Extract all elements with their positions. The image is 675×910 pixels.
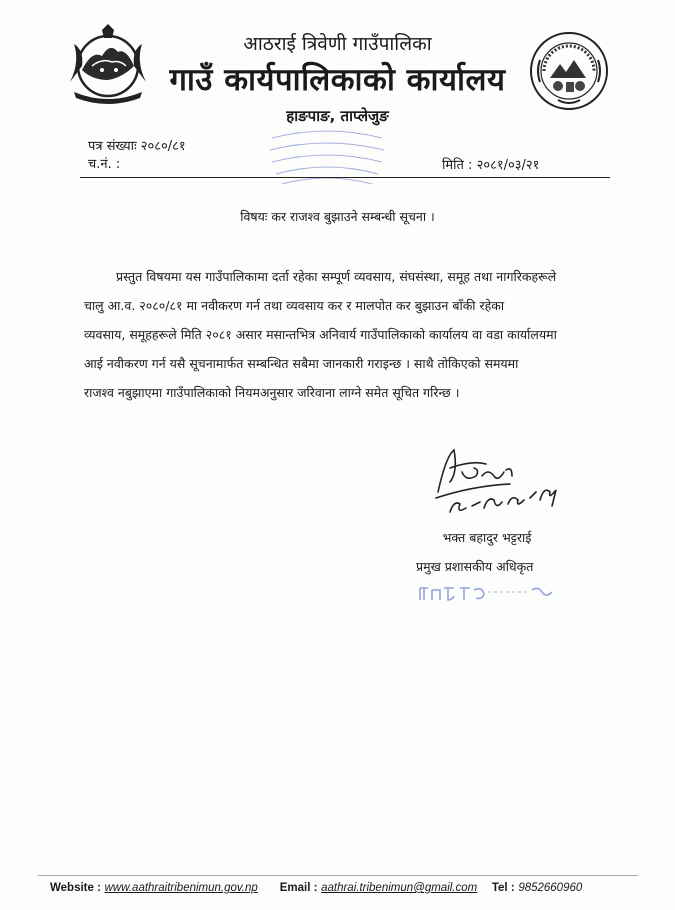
email-label: Email : (279, 882, 318, 894)
letter-date: मिति : २०८१/०३/२१ (442, 158, 540, 173)
header-divider (80, 177, 610, 178)
office-address: हाङपाङ, ताप्लेजुङ (286, 107, 389, 125)
body-line: आई नवीकरण गर्न यसै सूचनामार्फत सम्बन्धित सबैमा जानकारी गराइन्छ । साथै तोकिएको समयमा (84, 356, 519, 371)
reference-number: पत्र संख्याः २०८०/८१ (88, 139, 186, 154)
designation-seal (418, 578, 568, 608)
body-line: राजश्व नबुझाएमा गाउँपालिकाको नियमअनुसार जरिवाना लाग्ने समेत सूचित गरिन्छ । (84, 385, 460, 400)
dispatch-number: च.नं. : (88, 157, 121, 172)
website-link[interactable]: www.aathraitribenimun.gov.np (104, 882, 258, 894)
footer (50, 880, 675, 894)
body-line: चालु आ.व. २०८०/८१ मा नवीकरण गर्न तथा व्यवसाय कर र मालपोत कर बुझाउन बाँकी रहेका (84, 298, 505, 313)
signer-name: भक्त बहादुर भट्टराई (442, 530, 532, 545)
notice-body (84, 262, 608, 407)
email-link[interactable]: aathrai.tribenimun@gmail.com (321, 882, 478, 894)
footer-divider (38, 875, 638, 876)
website-label: Website : (50, 882, 101, 894)
office-title: गाउँ कार्यपालिकाको कार्यालय (169, 62, 506, 98)
phone-number: 9852660960 (518, 882, 583, 894)
handwritten-signature (432, 442, 582, 532)
tel-label: Tel : (491, 882, 515, 894)
body-line: प्रस्तुत विषयमा यस गाउँपालिकामा दर्ता रहेका सम्पूर्ण व्यवसाय, संघसंस्था, समूह तथा नागरिकहरूले (116, 269, 557, 284)
subject-line: विषयः कर राजश्व बुझाउने सम्बन्धी सूचना । (240, 209, 435, 224)
signer-designation: प्रमुख प्रशासकीय अधिकृत (416, 559, 534, 574)
municipality-name: आठराई त्रिवेणी गाउँपालिका (243, 33, 432, 55)
body-line: व्यवसाय, समूहहरूले मिति २०८१ असार मसान्तभित्र अनिवार्य गाउँपालिकाको कार्यालय वा वडा कार्यालयमा (84, 327, 557, 342)
